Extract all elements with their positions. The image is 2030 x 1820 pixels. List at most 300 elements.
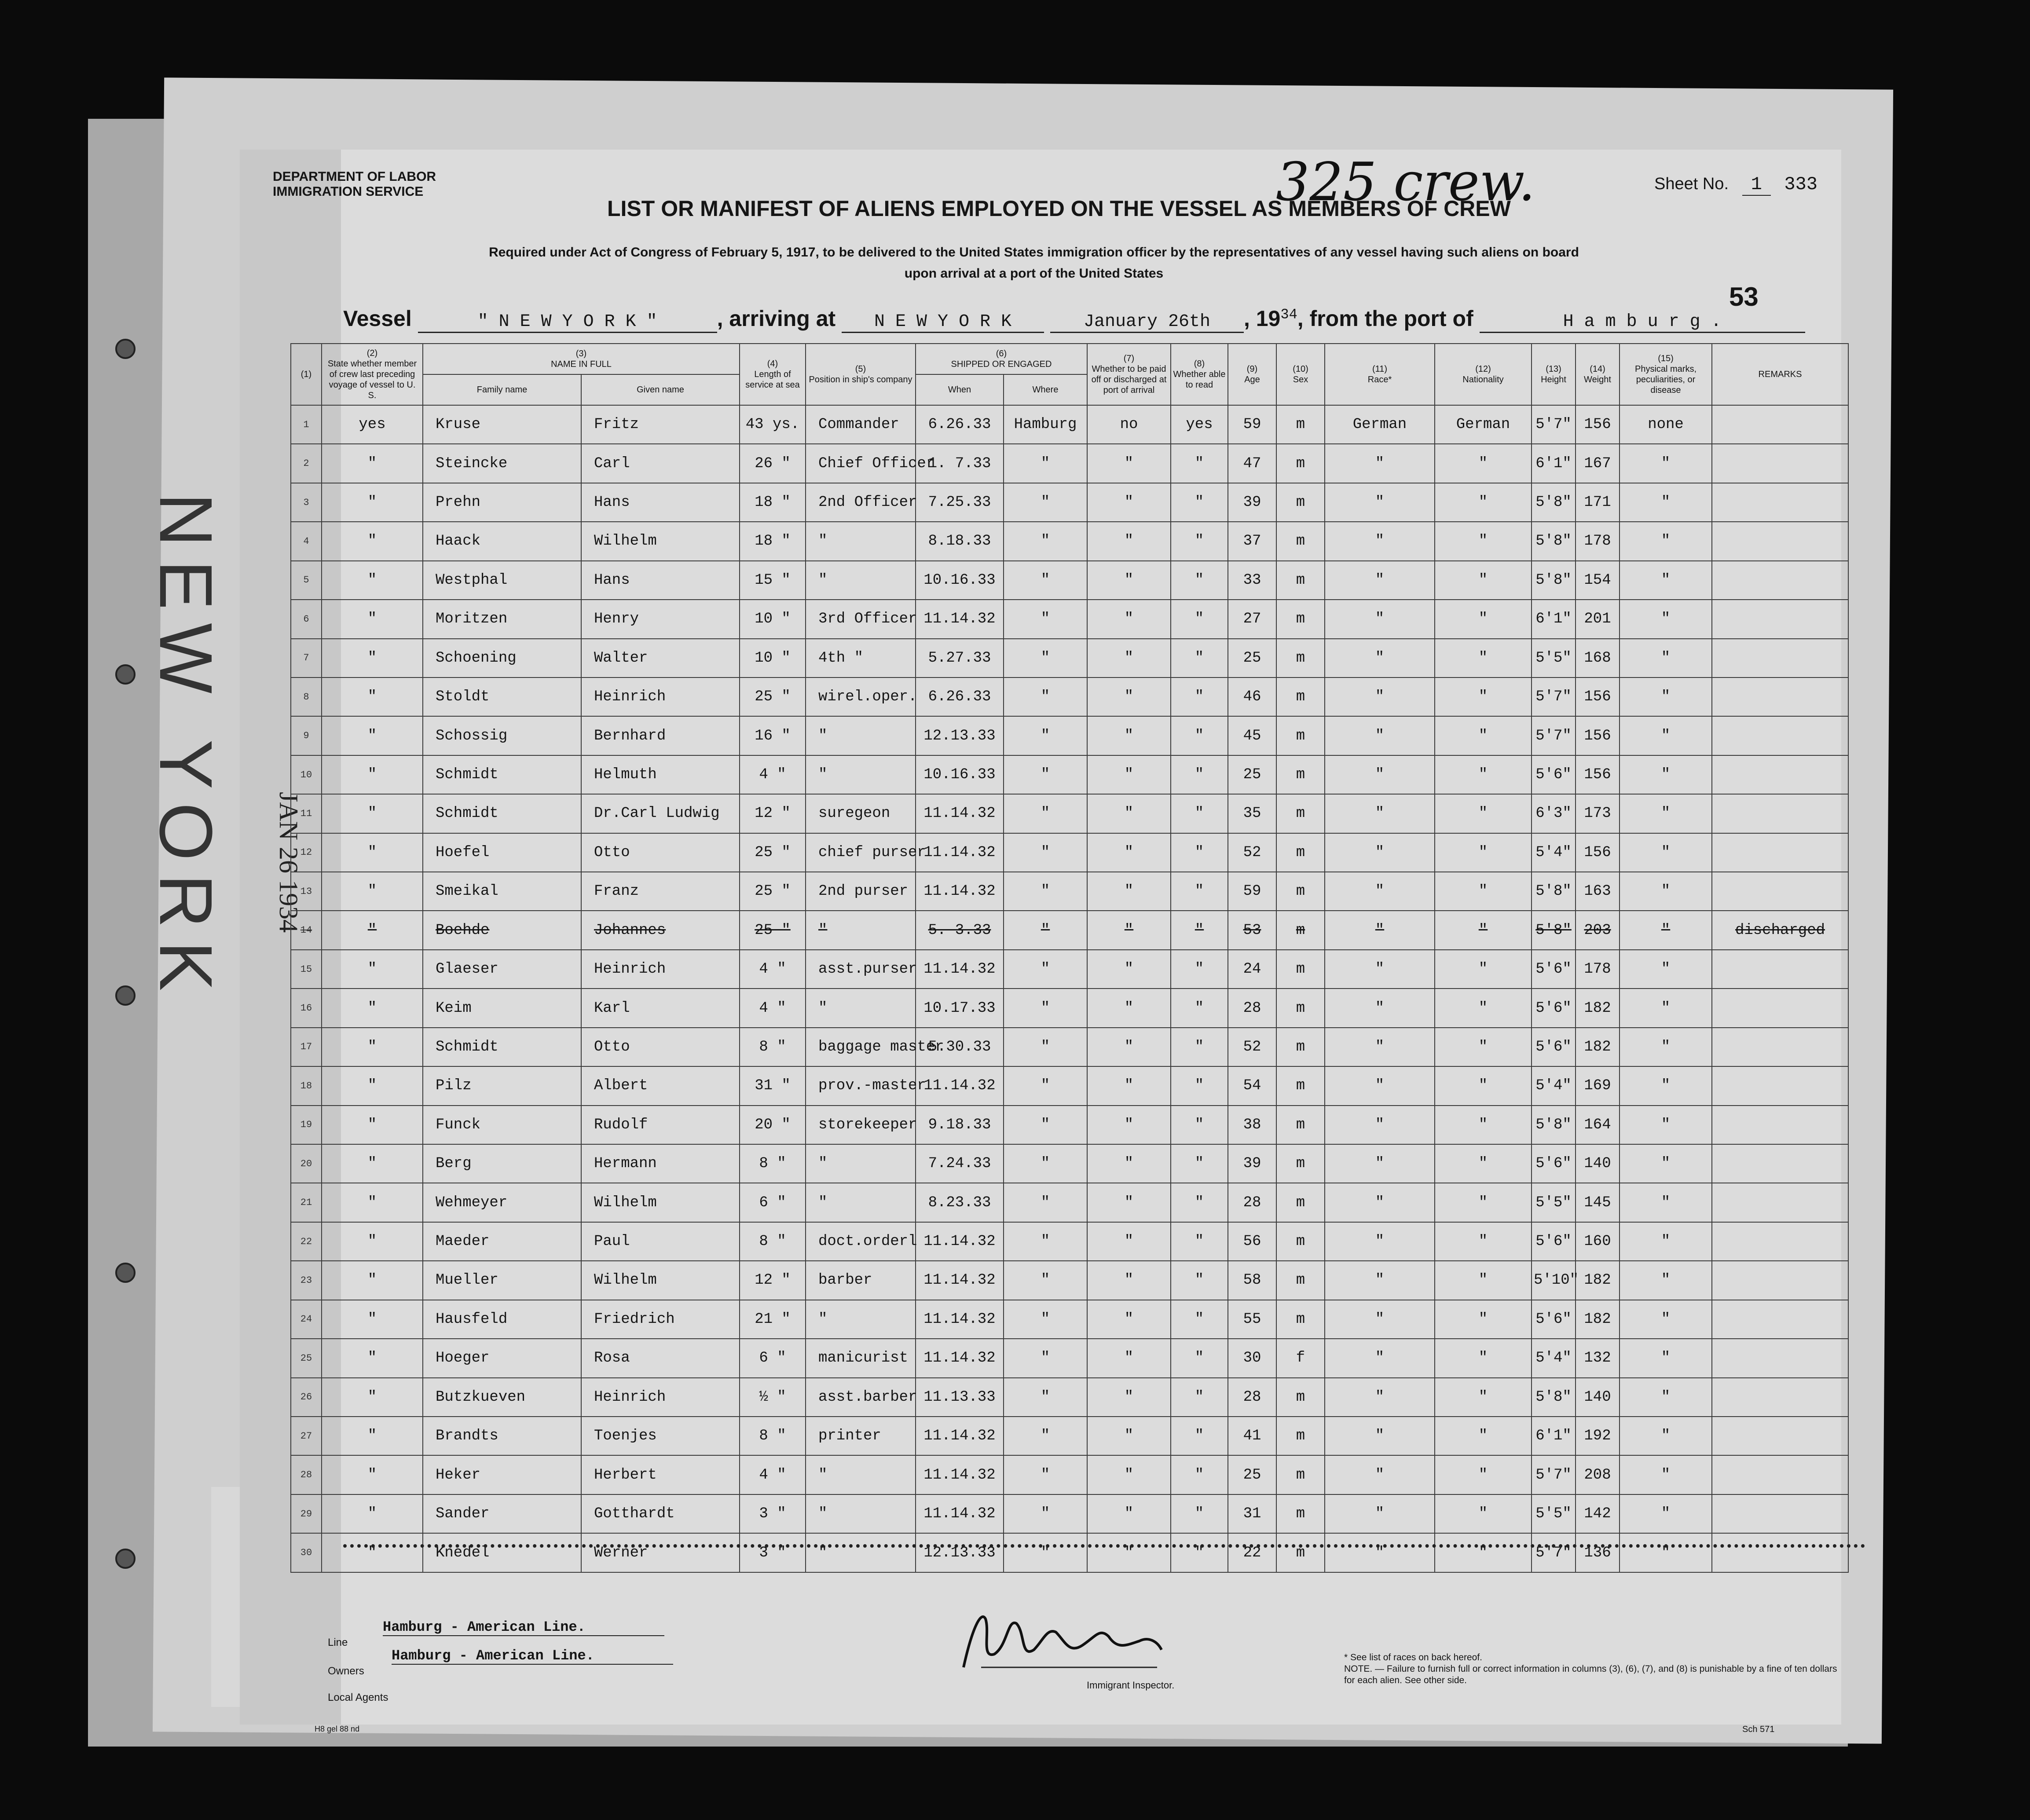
cell-race: " <box>1325 950 1435 989</box>
cell-nationality: " <box>1435 1183 1532 1222</box>
cell-race: " <box>1325 1261 1435 1300</box>
cell-race: " <box>1325 444 1435 483</box>
cell-state: " <box>322 950 423 989</box>
cell-sex: m <box>1276 1222 1325 1261</box>
table-row <box>291 989 1848 1027</box>
cell-service: 3 " <box>740 1533 806 1572</box>
schedule-number: Sch 571 <box>1742 1725 1775 1734</box>
table-row <box>291 561 1848 600</box>
cell-remarks <box>1712 1417 1848 1455</box>
cell-weight: 201 <box>1576 600 1620 638</box>
cell-weight: 169 <box>1576 1066 1620 1105</box>
cell-position: " <box>806 561 916 600</box>
cell-service: 15 " <box>740 561 806 600</box>
cell-family-name: Hausfeld <box>423 1300 581 1339</box>
cell-position: " <box>806 755 916 794</box>
row-number: 26 <box>291 1378 322 1417</box>
cell-race: " <box>1325 755 1435 794</box>
cell-given-name: Paul <box>581 1222 740 1261</box>
cell-age: 59 <box>1228 872 1276 911</box>
cell-family-name: Maeder <box>423 1222 581 1261</box>
cell-position: 2nd purser <box>806 872 916 911</box>
cell-weight: 173 <box>1576 794 1620 833</box>
cell-nationality: " <box>1435 1028 1532 1066</box>
cell-paid-off: " <box>1087 989 1171 1027</box>
cell-position: " <box>806 1533 916 1572</box>
row-number: 6 <box>291 600 322 638</box>
col-marks-header: (15) Physical marks, peculiarities, or disease <box>1620 344 1712 405</box>
cell-height: 5'8" <box>1532 1378 1576 1417</box>
cell-state: " <box>322 1183 423 1222</box>
cell-physical-marks: " <box>1620 1300 1712 1339</box>
cell-age: 27 <box>1228 600 1276 638</box>
page-subtitle <box>440 242 1628 284</box>
cell-able-read: " <box>1171 989 1228 1027</box>
cell-height: 5'8" <box>1532 1106 1576 1144</box>
cell-family-name: Schmidt <box>423 1028 581 1066</box>
cell-age: 25 <box>1228 1455 1276 1494</box>
crew-rows <box>291 405 1848 1572</box>
cell-physical-marks: " <box>1620 1417 1712 1455</box>
cell-position: asst.purser <box>806 950 916 989</box>
cell-sex: m <box>1276 1378 1325 1417</box>
cell-position: printer <box>806 1417 916 1455</box>
cell-race: " <box>1325 794 1435 833</box>
cell-sex: m <box>1276 911 1325 949</box>
cell-service: 16 " <box>740 716 806 755</box>
cell-where: " <box>1004 833 1087 872</box>
cell-physical-marks: " <box>1620 1533 1712 1572</box>
cell-physical-marks: " <box>1620 1144 1712 1183</box>
cell-able-read: " <box>1171 755 1228 794</box>
subtitle-line: Required under Act of Congress of February 5, 1917, to be delivered to the United States immigration officer by the representatives of any vessel having such aliens on board <box>489 245 1579 260</box>
cell-paid-off: " <box>1087 1533 1171 1572</box>
vessel-name: " N E W Y O R K " <box>418 312 717 333</box>
cell-race: " <box>1325 1144 1435 1183</box>
cell-race: " <box>1325 872 1435 911</box>
cell-sex: m <box>1276 1106 1325 1144</box>
cell-height: 6'3" <box>1532 794 1576 833</box>
cell-family-name: Schossig <box>423 716 581 755</box>
cell-height: 5'6" <box>1532 989 1576 1027</box>
binding-hole <box>115 664 136 685</box>
cell-position: manicurist <box>806 1339 916 1377</box>
penalty-note: NOTE. — Failure to furnish full or correct information in columns (3), (6), (7), and (8) is punishable by a fine of ten dollars for each alien. See other side. <box>1344 1664 1837 1685</box>
col-position-header: (5) Position in ship's company <box>806 344 916 405</box>
cell-paid-off: " <box>1087 1417 1171 1455</box>
cell-able-read: yes <box>1171 405 1228 444</box>
row-number: 24 <box>291 1300 322 1339</box>
cell-physical-marks: " <box>1620 833 1712 872</box>
cell-family-name: Glaeser <box>423 950 581 989</box>
cell-service: 4 " <box>740 950 806 989</box>
cell-nationality: " <box>1435 1144 1532 1183</box>
cell-remarks <box>1712 1106 1848 1144</box>
cell-position: Chief Officer <box>806 444 916 483</box>
cell-remarks <box>1712 1066 1848 1105</box>
cell-paid-off: " <box>1087 755 1171 794</box>
cell-physical-marks: " <box>1620 950 1712 989</box>
cell-height: 5'8" <box>1532 483 1576 522</box>
cell-position: " <box>806 716 916 755</box>
departure-port: H a m b u r g . <box>1480 312 1805 333</box>
sheet-number <box>1654 174 1817 196</box>
cell-family-name: Funck <box>423 1106 581 1144</box>
cell-state: " <box>322 1222 423 1261</box>
cell-service: 25 " <box>740 872 806 911</box>
cell-able-read: " <box>1171 1378 1228 1417</box>
table-row <box>291 600 1848 638</box>
cell-remarks <box>1712 677 1848 716</box>
cell-paid-off: " <box>1087 1378 1171 1417</box>
cell-state: " <box>322 1066 423 1105</box>
cell-state: " <box>322 716 423 755</box>
cell-weight: 142 <box>1576 1494 1620 1533</box>
cell-position: " <box>806 1300 916 1339</box>
department-seal <box>273 169 436 199</box>
cell-height: 5'7" <box>1532 405 1576 444</box>
cell-height: 5'6" <box>1532 1144 1576 1183</box>
cell-when: 1. 7.33 <box>916 444 1004 483</box>
cell-weight: 163 <box>1576 872 1620 911</box>
cell-where: " <box>1004 1106 1087 1144</box>
cell-paid-off: " <box>1087 561 1171 600</box>
cell-position: " <box>806 1144 916 1183</box>
cell-when: 6.26.33 <box>916 405 1004 444</box>
cell-state: " <box>322 1339 423 1377</box>
cell-height: 5'8" <box>1532 872 1576 911</box>
cell-service: 6 " <box>740 1183 806 1222</box>
cell-nationality: " <box>1435 989 1532 1027</box>
cell-nationality: German <box>1435 405 1532 444</box>
cell-weight: 168 <box>1576 639 1620 677</box>
table-row <box>291 1533 1848 1572</box>
cell-family-name: Wehmeyer <box>423 1183 581 1222</box>
cell-family-name: Schmidt <box>423 755 581 794</box>
table-row <box>291 872 1848 911</box>
cell-weight: 136 <box>1576 1533 1620 1572</box>
sheet-number-label: Sheet No. <box>1654 175 1729 193</box>
cell-where: " <box>1004 1494 1087 1533</box>
cell-position: barber <box>806 1261 916 1300</box>
cell-height: 5'5" <box>1532 1494 1576 1533</box>
cell-weight: 192 <box>1576 1417 1620 1455</box>
cell-race: " <box>1325 1455 1435 1494</box>
cell-when: 12.13.33 <box>916 1533 1004 1572</box>
cell-sex: m <box>1276 1144 1325 1183</box>
cell-where: " <box>1004 1144 1087 1183</box>
arrival-port: N E W Y O R K <box>842 312 1044 333</box>
cell-family-name: Stoldt <box>423 677 581 716</box>
cell-family-name: Heker <box>423 1455 581 1494</box>
cell-sex: m <box>1276 1261 1325 1300</box>
cell-remarks <box>1712 639 1848 677</box>
cell-family-name: Mueller <box>423 1261 581 1300</box>
row-number: 1 <box>291 405 322 444</box>
cell-age: 53 <box>1228 911 1276 949</box>
cell-state: " <box>322 561 423 600</box>
cell-nationality: " <box>1435 1066 1532 1105</box>
cell-sex: m <box>1276 405 1325 444</box>
cell-height: 5'7" <box>1532 716 1576 755</box>
cell-age: 39 <box>1228 1144 1276 1183</box>
cell-service: 10 " <box>740 639 806 677</box>
cell-weight: 182 <box>1576 1300 1620 1339</box>
cell-able-read: " <box>1171 716 1228 755</box>
cell-able-read: " <box>1171 1106 1228 1144</box>
cell-age: 28 <box>1228 989 1276 1027</box>
cell-state: " <box>322 677 423 716</box>
cell-weight: 156 <box>1576 677 1620 716</box>
cell-nationality: " <box>1435 1417 1532 1455</box>
cell-race: " <box>1325 1339 1435 1377</box>
cell-given-name: Henry <box>581 600 740 638</box>
cell-paid-off: " <box>1087 950 1171 989</box>
cell-able-read: " <box>1171 444 1228 483</box>
cell-nationality: " <box>1435 1222 1532 1261</box>
cell-given-name: Friedrich <box>581 1300 740 1339</box>
row-number: 30 <box>291 1533 322 1572</box>
cell-physical-marks: " <box>1620 483 1712 522</box>
cell-height: 5'6" <box>1532 1300 1576 1339</box>
table-row <box>291 1028 1848 1066</box>
cell-remarks <box>1712 989 1848 1027</box>
cell-where: " <box>1004 794 1087 833</box>
binding-hole <box>115 985 136 1006</box>
cell-age: 56 <box>1228 1222 1276 1261</box>
cell-service: 8 " <box>740 1144 806 1183</box>
table-row <box>291 639 1848 677</box>
cell-physical-marks: " <box>1620 872 1712 911</box>
cell-physical-marks: " <box>1620 989 1712 1027</box>
cell-where: " <box>1004 755 1087 794</box>
cell-state: " <box>322 1494 423 1533</box>
cell-when: 8.18.33 <box>916 522 1004 560</box>
row-number: 8 <box>291 677 322 716</box>
cell-physical-marks: " <box>1620 1066 1712 1105</box>
cell-paid-off: " <box>1087 483 1171 522</box>
cell-service: 10 " <box>740 600 806 638</box>
table-row <box>291 1066 1848 1105</box>
cell-weight: 178 <box>1576 950 1620 989</box>
cell-sex: m <box>1276 600 1325 638</box>
cell-height: 5'4" <box>1532 833 1576 872</box>
table-row <box>291 1417 1848 1455</box>
cell-age: 25 <box>1228 639 1276 677</box>
cell-paid-off: " <box>1087 1494 1171 1533</box>
binding-hole <box>115 1549 136 1569</box>
row-number: 14 <box>291 911 322 949</box>
cell-where: " <box>1004 1183 1087 1222</box>
year-prefix: , 19 <box>1243 306 1281 331</box>
cell-given-name: Bernhard <box>581 716 740 755</box>
cell-nationality: " <box>1435 833 1532 872</box>
cell-height: 5'7" <box>1532 677 1576 716</box>
cell-paid-off: " <box>1087 794 1171 833</box>
col-given-name-header: Given name <box>581 374 740 405</box>
sheet-stamp: 333 <box>1784 174 1817 195</box>
cell-able-read: " <box>1171 522 1228 560</box>
cell-race: " <box>1325 911 1435 949</box>
cell-height: 5'7" <box>1532 1533 1576 1572</box>
cell-physical-marks: " <box>1620 716 1712 755</box>
cell-paid-off: " <box>1087 1261 1171 1300</box>
cell-family-name: Boehde <box>423 911 581 949</box>
cell-age: 52 <box>1228 1028 1276 1066</box>
col-name-header: (3) NAME IN FULL <box>423 344 740 374</box>
cell-able-read: " <box>1171 1028 1228 1066</box>
row-number: 27 <box>291 1417 322 1455</box>
cell-age: 38 <box>1228 1106 1276 1144</box>
col-sex-header: (10) Sex <box>1276 344 1325 405</box>
cell-able-read: " <box>1171 833 1228 872</box>
cell-position: wirel.oper. <box>806 677 916 716</box>
cell-paid-off: " <box>1087 1183 1171 1222</box>
row-number: 9 <box>291 716 322 755</box>
vessel-name-vertical: NEW YORK <box>144 493 227 1004</box>
cell-state: " <box>322 600 423 638</box>
cell-able-read: " <box>1171 1417 1228 1455</box>
row-number: 19 <box>291 1106 322 1144</box>
cell-state: " <box>322 1144 423 1183</box>
cell-when: 10.16.33 <box>916 755 1004 794</box>
table-row <box>291 1222 1848 1261</box>
cell-sex: f <box>1276 1339 1325 1377</box>
cell-remarks <box>1712 1378 1848 1417</box>
cell-given-name: Herbert <box>581 1455 740 1494</box>
cell-race: " <box>1325 1106 1435 1144</box>
cell-position: " <box>806 1455 916 1494</box>
cell-sex: m <box>1276 1494 1325 1533</box>
cell-service: 12 " <box>740 794 806 833</box>
cell-family-name: Steincke <box>423 444 581 483</box>
cell-race: " <box>1325 561 1435 600</box>
cell-when: 12.13.33 <box>916 716 1004 755</box>
cell-weight: 203 <box>1576 911 1620 949</box>
footer-notes <box>1344 1652 1846 1686</box>
row-number: 13 <box>291 872 322 911</box>
cell-service: 4 " <box>740 989 806 1027</box>
cell-when: 10.17.33 <box>916 989 1004 1027</box>
row-number: 5 <box>291 561 322 600</box>
inspector-signature <box>955 1601 1166 1676</box>
cell-able-read: " <box>1171 1144 1228 1183</box>
cell-given-name: Otto <box>581 1028 740 1066</box>
cell-nationality: " <box>1435 639 1532 677</box>
table-row <box>291 1261 1848 1300</box>
cell-able-read: " <box>1171 1533 1228 1572</box>
cell-race: " <box>1325 989 1435 1027</box>
cell-sex: m <box>1276 989 1325 1027</box>
cell-where: " <box>1004 950 1087 989</box>
table-row <box>291 522 1848 560</box>
cell-given-name: Hermann <box>581 1144 740 1183</box>
table-row <box>291 1300 1848 1339</box>
cell-age: 46 <box>1228 677 1276 716</box>
cell-physical-marks: " <box>1620 444 1712 483</box>
row-number: 20 <box>291 1144 322 1183</box>
cell-age: 37 <box>1228 522 1276 560</box>
cell-service: 25 " <box>740 677 806 716</box>
cell-remarks <box>1712 833 1848 872</box>
cell-given-name: Albert <box>581 1066 740 1105</box>
cell-age: 25 <box>1228 755 1276 794</box>
cell-race: " <box>1325 1066 1435 1105</box>
table-row <box>291 755 1848 794</box>
cell-able-read: " <box>1171 639 1228 677</box>
sheet-number-value: 1 <box>1742 174 1771 196</box>
cell-when: 11.14.32 <box>916 1222 1004 1261</box>
cell-paid-off: " <box>1087 1066 1171 1105</box>
cell-paid-off: " <box>1087 1028 1171 1066</box>
cell-weight: 156 <box>1576 405 1620 444</box>
cell-nationality: " <box>1435 1106 1532 1144</box>
cell-paid-off: " <box>1087 911 1171 949</box>
table-row <box>291 833 1848 872</box>
cell-given-name: Fritz <box>581 405 740 444</box>
cell-service: 18 " <box>740 483 806 522</box>
cell-weight: 164 <box>1576 1106 1620 1144</box>
cell-weight: 171 <box>1576 483 1620 522</box>
table-row <box>291 950 1848 989</box>
cell-state: " <box>322 833 423 872</box>
cell-where: " <box>1004 716 1087 755</box>
cell-physical-marks: " <box>1620 755 1712 794</box>
cell-position: suregeon <box>806 794 916 833</box>
cell-race: " <box>1325 1417 1435 1455</box>
cell-physical-marks: " <box>1620 600 1712 638</box>
cell-race: " <box>1325 1494 1435 1533</box>
col-state-header: (2) State whether member of crew last preceding voyage of vessel to U. S. <box>322 344 423 405</box>
cell-race: " <box>1325 1028 1435 1066</box>
cell-remarks <box>1712 1339 1848 1377</box>
cell-position: Commander <box>806 405 916 444</box>
cell-able-read: " <box>1171 561 1228 600</box>
cell-when: 11.14.32 <box>916 1300 1004 1339</box>
cell-nationality: " <box>1435 1494 1532 1533</box>
cell-given-name: Heinrich <box>581 1378 740 1417</box>
cell-family-name: Sander <box>423 1494 581 1533</box>
cell-when: 5.27.33 <box>916 639 1004 677</box>
cell-physical-marks: " <box>1620 1378 1712 1417</box>
cell-sex: m <box>1276 522 1325 560</box>
cell-service: 12 " <box>740 1261 806 1300</box>
table-row <box>291 1144 1848 1183</box>
cell-where: " <box>1004 600 1087 638</box>
cell-weight: 182 <box>1576 1028 1620 1066</box>
cell-family-name: Butzkueven <box>423 1378 581 1417</box>
cell-given-name: Werner <box>581 1533 740 1572</box>
cell-remarks <box>1712 872 1848 911</box>
cell-height: 5'8" <box>1532 522 1576 560</box>
cell-family-name: Prehn <box>423 483 581 522</box>
cell-given-name: Walter <box>581 639 740 677</box>
row-number: 22 <box>291 1222 322 1261</box>
arriving-label: , arriving at <box>717 306 836 331</box>
cell-given-name: Heinrich <box>581 677 740 716</box>
cell-height: 5'6" <box>1532 1222 1576 1261</box>
cell-where: " <box>1004 483 1087 522</box>
col-weight-header: (14) Weight <box>1576 344 1620 405</box>
cell-given-name: Wilhelm <box>581 522 740 560</box>
cell-weight: 140 <box>1576 1378 1620 1417</box>
cell-weight: 154 <box>1576 561 1620 600</box>
cell-when: 11.14.32 <box>916 1417 1004 1455</box>
cell-given-name: Rosa <box>581 1339 740 1377</box>
col-number-header: (1) <box>291 344 322 405</box>
cell-paid-off: " <box>1087 639 1171 677</box>
cell-given-name: Rudolf <box>581 1106 740 1144</box>
